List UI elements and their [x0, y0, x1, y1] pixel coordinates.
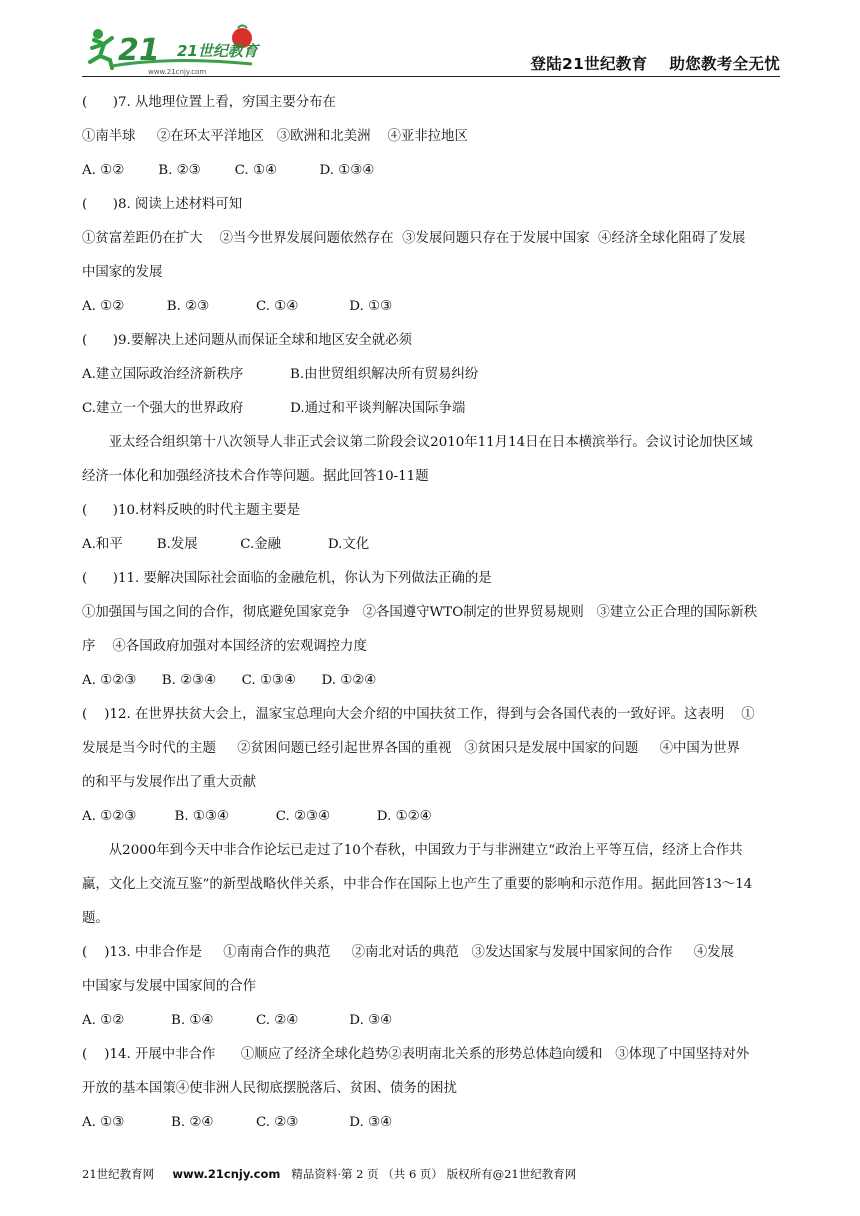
site-logo[interactable]: [82, 20, 272, 76]
text-line: ( )10.材料反映的时代主题主要是: [82, 503, 300, 518]
text-line: ( )14. 开展中非合作 ①顺应了经济全球化趋势②表明南北关系的形势总体趋向缓和 ③体现了中国坚持对外: [82, 1047, 750, 1062]
text-line: 的和平与发展作出了重大贡献: [82, 775, 257, 790]
text-line: ( )11. 要解决国际社会面临的金融危机，你认为下列做法正确的是: [82, 571, 492, 586]
text-line: A. ①②③ B. ②③④ C. ①③④ D. ①②④: [82, 673, 377, 688]
text-line: 中国家与发展中国家间的合作: [82, 979, 257, 994]
footer-right: 精品资料·第 2 页 （共 6 页） 版权所有@21世纪教育网: [280, 1167, 577, 1181]
text-line: 从2000年到今天中非合作论坛已走过了10个春秋，中国致力于与非洲建立“政治上平等互信，经济上合作共: [108, 843, 743, 858]
text-line: 开放的基本国策④使非洲人民彻底摆脱落后、贫困、债务的困扰: [82, 1081, 457, 1096]
runner-figure-icon: [90, 29, 112, 68]
logo-url-text: www.21cnjy.com: [148, 68, 207, 76]
text-line: 中国家的发展: [82, 265, 163, 280]
header-divider: [82, 76, 780, 77]
header-slogan: [530, 52, 780, 74]
text-line: A. ①② B. ②③ C. ①④ D. ①③④: [82, 163, 375, 178]
text-line: C.建立一个强大的世界政府 D.通过和平谈判解决国际争端: [82, 401, 466, 416]
text-line: ( )9.要解决上述问题从而保证全球和地区安全就必须: [82, 333, 412, 348]
page-footer: [82, 1166, 576, 1182]
document-body: [82, 86, 782, 1140]
text-line: ①加强国与国之间的合作，彻底避免国家竞争 ②各国遵守WTO制定的世界贸易规则 ③建立公正合理的国际新秩: [82, 605, 758, 620]
text-line: A.和平 B.发展 C.金融 D.文化: [82, 537, 370, 552]
footer-url-link[interactable]: www.21cnjy.com: [172, 1167, 281, 1181]
svg-text:21: 21: [118, 33, 160, 68]
page-header: [82, 20, 780, 76]
text-line: 题。: [82, 911, 109, 926]
text-line: 经济一体化和加强经济技术合作等问题。据此回答10-11题: [82, 469, 429, 484]
slogan-left: 登陆21世纪教育: [530, 55, 648, 73]
text-line: 赢，文化上交流互鉴”的新型战略伙伴关系，中非合作在国际上也产生了重要的影响和示范作用。据此回答13～14: [82, 877, 753, 892]
footer-left: 21世纪教育网: [82, 1167, 173, 1181]
text-line: 发展是当今时代的主题 ②贫困问题已经引起世界各国的重视 ③贫困只是发展中国家的问题 ④中国为世界: [82, 741, 740, 756]
text-line: A. ①③ B. ②④ C. ②③ D. ③④: [82, 1115, 393, 1130]
text-line: ( )12. 在世界扶贫大会上，温家宝总理向大会介绍的中国扶贫工作，得到与会各国代表的一致好评。这表明 ①: [82, 707, 755, 722]
text-line: A. ①②③ B. ①③④ C. ②③④ D. ①②④: [82, 809, 432, 824]
text-line: ①贫富差距仍在扩大 ②当今世界发展问题依然存在 ③发展问题只存在于发展中国家 ④经济全球化阻碍了发展: [82, 231, 746, 246]
text-line: A.建立国际政治经济新秩序 B.由世贸组织解决所有贸易纠纷: [82, 367, 479, 382]
text-line: ①南半球 ②在环太平洋地区 ③欧洲和北美洲 ④亚非拉地区: [82, 129, 468, 144]
slogan-right: 助您教考全无忧: [669, 55, 780, 73]
text-line: 序 ④各国政府加强对本国经济的宏观调控力度: [82, 639, 367, 654]
text-line: ( )8. 阅读上述材料可知: [82, 197, 243, 212]
logo-text: 21世纪教育: [177, 42, 258, 60]
text-line: A. ①② B. ②③ C. ①④ D. ①③: [82, 299, 393, 314]
text-line: 亚太经合组织第十八次领导人非正式会议第二阶段会议2010年11月14日在日本横滨举行。会议讨论加快区域: [108, 435, 753, 450]
text-line: ( )13. 中非合作是 ①南南合作的典范 ②南北对话的典范 ③发达国家与发展中国家间的合作 ④发展: [82, 945, 734, 960]
text-line: ( )7. 从地理位置上看，穷国主要分布在: [82, 95, 336, 110]
text-line: A. ①② B. ①④ C. ②④ D. ③④: [82, 1013, 393, 1028]
